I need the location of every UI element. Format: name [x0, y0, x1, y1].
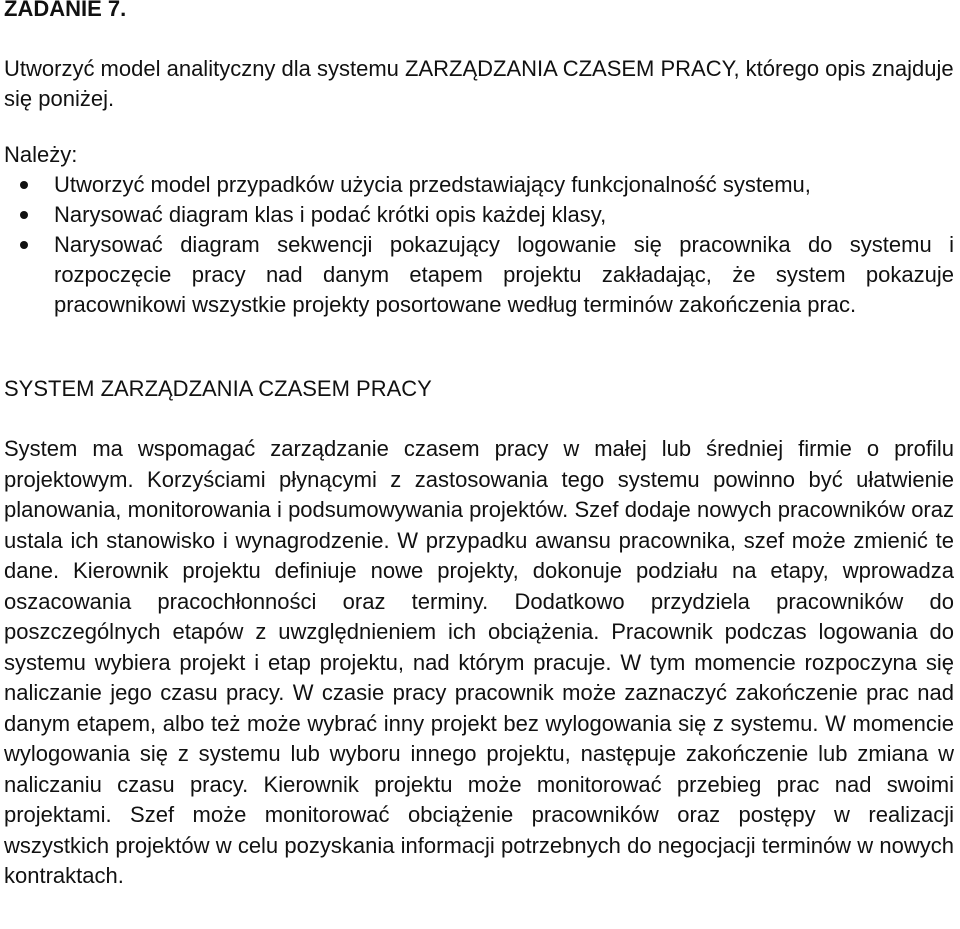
bullet-icon — [20, 241, 28, 249]
bullet-icon — [20, 211, 28, 219]
task-intro: Utworzyć model analityczny dla systemu ZARZĄDZANIA CZASEM PRACY, którego opis znajduje się poniżej. — [4, 56, 954, 111]
requirement-item — [54, 200, 954, 230]
requirements-list — [4, 170, 954, 320]
system-description: System ma wspomagać zarządzanie czasem pracy w małej lub średniej firmie o profilu projektowym. Korzyściami płynącymi z zastosowania tego systemu powinno być ułatwienie planowania, monitorowania i podsumowywania projektów. Szef dodaje nowych pracowników oraz ustala ich stanowisko i wynagrodzenie. W przypadku awansu pracownika, szef może zmienić te dane. Kierownik projektu definiuje nowe projekty, dokonuje podziału na etapy, wprowadza oszacowania pracochłonności oraz terminy. Dodatkowo przydziela pracowników do poszczególnych etapów z uwzględnieniem ich obciążenia. Pracownik podczas logowania do systemu wybiera projekt i etap projektu, nad którym pracuje. W tym momencie rozpoczyna się naliczanie jego czasu pracy. W czasie pracy pracownik może zaznaczyć zakończenie prac nad danym etapem, albo też może wybrać inny projekt bez wylogowania się z systemu. W momencie wylogowania się z systemu lub wyboru innego projektu, następuje zakończenie lub zmiana w naliczaniu czasu pracy. Kierownik projektu może monitorować przebieg prac nad swoimi projektami. Szef może monitorować obciążenie pracowników oraz postępy w realizacji wszystkich projektów w celu pozyskania informacji potrzebnych do negocjacji terminów w nowych kontraktach. — [4, 436, 954, 888]
requirement-item — [54, 170, 954, 200]
task-title: ZADANIE 7. — [4, 0, 127, 21]
requirement-text: Utworzyć model przypadków użycia przedstawiający funkcjonalność systemu, — [54, 172, 811, 197]
requirement-text: Narysować diagram klas i podać krótki opis każdej klasy, — [54, 202, 607, 227]
requirement-item — [54, 230, 954, 320]
requirements-label: Należy: — [4, 142, 78, 167]
requirement-text: Narysować diagram sekwencji pokazujący logowanie się pracownika do systemu i rozpoczęcie pracy nad danym etapem projektu zakładając, że system pokazuje pracownikowi wszystkie projekty posortowane według terminów zakończenia prac. — [54, 232, 954, 317]
system-heading: SYSTEM ZARZĄDZANIA CZASEM PRACY — [4, 376, 432, 401]
bullet-icon — [20, 181, 28, 189]
